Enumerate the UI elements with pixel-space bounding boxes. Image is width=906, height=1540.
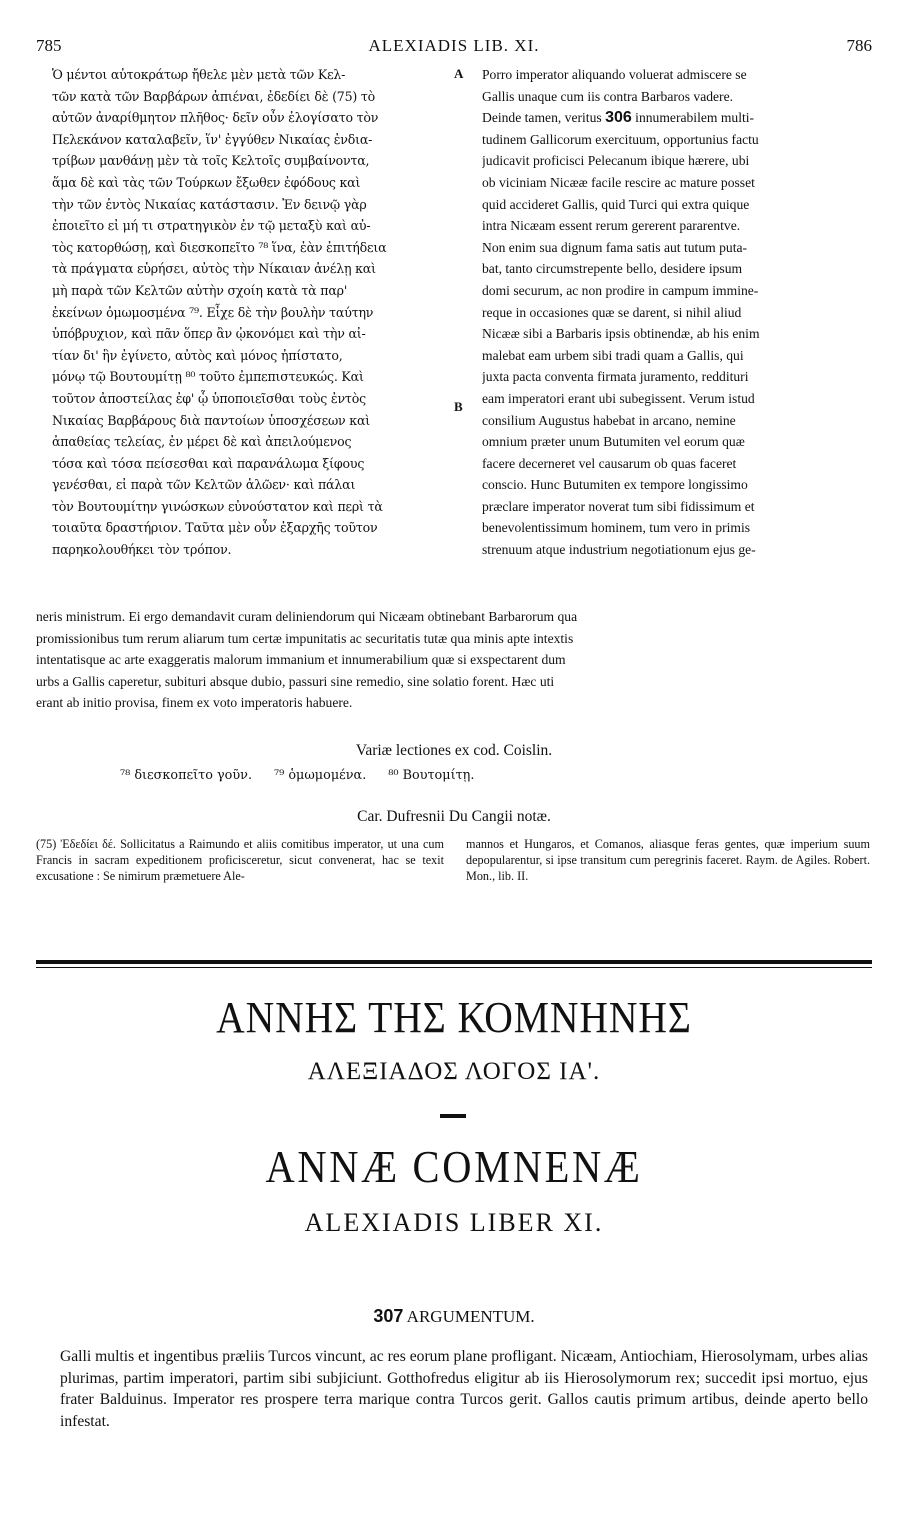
text-line: τὸν Βουτουμίτην γινώσκων εὐνούστατον καὶ περὶ τὰ: [52, 498, 383, 514]
text-line: erant ab initio provisa, finem ex voto imperatoris habuere.: [36, 695, 353, 711]
text-line: benevolentissimum hominem, tum vero in primis: [482, 520, 751, 536]
text-line: ἅμα δὲ καὶ τὰς τῶν Τούρκων ἔξωθεν ἐφόδους καὶ: [52, 174, 361, 190]
variae-lectiones-title: Variæ lectiones ex cod. Coislin.: [355, 742, 553, 759]
title-dash: [440, 1114, 466, 1118]
text-line: γενέσθαι, εἰ παρὰ τῶν Κελτῶν ἁλῶεν· καὶ πάλαι: [52, 477, 356, 493]
text-line: ἐκείνων ὀμωμοσμένα ⁷⁹. Εἶχε δὲ τὴν βουλὴν ταύτην: [52, 304, 374, 320]
text-line: quid accideret Gallis, quid Turci qui extra quique: [482, 196, 750, 212]
text-line: malebat eam urbem sibi tradi quam a Gallis, qui: [482, 347, 744, 363]
text-line: facere decerneret vel causarum ob quas faceret: [482, 455, 737, 471]
text-line: ἐποιεῖτο εἰ μή τι στρατηγικὸν ἐν τῷ μεταξὺ καὶ αὐ-: [52, 218, 371, 234]
column-marker-b: B: [454, 399, 463, 414]
text-line: bat, tanto circumstrepente bello, desidere ipsum: [482, 261, 743, 277]
text-line: τῶν κατὰ τῶν Βαρβάρων ἀπιέναι, ἐδεδίει δὲ (75) τὸ: [52, 88, 376, 104]
text-line: παρηκολουθήκει τὸν τρόπον.: [52, 542, 232, 558]
two-column-text: [36, 64, 872, 604]
footnote-left: (75) Ἐδεδίει δέ. Sollicitatus a Raimundo et aliis comitibus imperator, ut una cum Francis in sacram expeditionem proficisceretur, sicut convenerat, hac se texit excusatione : Se nimirum præmetuere Ale-: [36, 837, 444, 883]
page-number-right: 786: [846, 36, 872, 55]
latin-continuation: [36, 606, 872, 714]
text-line: tudinem Gallicorum exercituum, opportunius factu: [482, 131, 759, 147]
column-marker-a: A: [454, 66, 464, 81]
text-line: juxta pacta conventa firmata juramento, redditurі: [482, 369, 749, 385]
text-line: præclare imperator noverat tum sibi fidissimum et: [482, 498, 755, 514]
page-number-left: 785: [36, 36, 62, 55]
margin-page-number: 306: [605, 109, 632, 127]
text-line: Porro imperator aliquando voluerat admiscere se: [482, 67, 747, 82]
greek-author-title: ΑΝΝΗΣ ΤΗΣ ΚΟΜΝΗΝΗΣ: [216, 993, 692, 1042]
text-line: Νικαίας Βαρβάρους διὰ παντοίων ὑποσχέσεων καὶ: [52, 412, 370, 428]
text-line: Non enim sua dignum fama satis aut tutum puta-: [482, 239, 748, 255]
latin-column: [482, 64, 870, 561]
text-line: ὑπόβρυχιον, καὶ πᾶν ὅπερ ἂν ᾠκονόμει καὶ τὴν αἰ-: [52, 326, 366, 342]
text-line: urbs a Gallis caperetur, subituri absque dubio, passuri sine remedio, sine solatio forent. Hæc uti: [36, 673, 555, 689]
text-line: Nicææ sibi a Barbaris ipsis obtinendæ, ab his enim: [482, 326, 760, 342]
text-line: τόσα καὶ τόσα πείσεσθαι καὶ παρανάλωμα ξίφους: [52, 455, 365, 471]
text-line: judicavit proficisci Pelecanum ibique hærere, ubi: [482, 153, 750, 169]
text-line: τρίβων μανθάνῃ μὲν τὰ τοῖς Κελτοῖς συμβαίνοντα,: [52, 153, 370, 169]
text-line: τὰ πράγματα εὑρήσει, αὐτὸς τὴν Νίκαιαν ἀνέλῃ καὶ: [52, 261, 376, 277]
text-line: μόνῳ τῷ Βουτουμίτῃ ⁸⁰ τοῦτο ἐμπεπιστευκώς. Καὶ: [52, 369, 364, 385]
text-line: τὸς κατορθώσῃ, καὶ διεσκοπεῖτο ⁷⁸ ἵνα, ἐὰν ἐπιτήδεια: [52, 239, 387, 255]
latin-author-title: ANNÆ COMNENÆ: [265, 1141, 643, 1192]
greek-book-title: ΑΛΕΞΙΑΔΟΣ ΛΟΓΟΣ ΙΑ'.: [307, 1058, 601, 1085]
variant-reading: ⁷⁹ ὁμωμομένα.: [274, 768, 367, 783]
text-line: domi securum, ac non prodire in campum immine-: [482, 282, 759, 298]
running-head: [36, 36, 872, 58]
text-line: intra Nicæam essent rerum gererent pararentve.: [482, 218, 741, 234]
text-line: consilium Augustus habebat in arcano, nemine: [482, 412, 736, 428]
text-line: conscio. Hunc Butumiten ex tempore longissimo: [482, 477, 748, 493]
text-line: τοῦτον ἀποστείλας ἐφ' ᾧ ὑποποιεῖσθαι τοὺς ἐντὸς: [52, 390, 366, 406]
notes-title: Car. Dufresnii Du Cangii notæ.: [357, 808, 551, 825]
text-line: αὐτῶν ἀναρίθμητον πλῆθος· δεῖν οὖν ἐλογίσατο τὸν: [52, 110, 379, 126]
greek-column: [52, 64, 468, 561]
argument-text: Galli multis et ingentibus præliis Turcos vincunt, ac res eorum plane profligant. Nicæam, Antiochiam, Hierosolymam, urbes alias plurimas, partim imperatori, partim sibi subjiciunt. Gotthofredus eligitur ab iis Hierosolymorum rex; succedit ipsi mortuo, ejus frater Balduinus. Imperator res prospere terra marique contra Turcos gerit. Gallos cautis primum artibus, deinde aperto bello infestat.: [60, 1348, 868, 1430]
text-line: ob viciniam Nicææ facile rescire ac mature posset: [482, 174, 755, 190]
text-line: Ὁ μέντοι αὐτοκράτωρ ἤθελε μὲν μετὰ τῶν Κελ-: [52, 67, 346, 82]
text-line: ἀπαθείας τελείας, ἐν μέρει δὲ καὶ ἀπειλούμενος: [52, 434, 352, 450]
footnote-right: mannos et Hungaros, et Comanos, aliasque feras gentes, quæ imperium suum depopularentur, si ipse transitum cum peregrinis faceret. Raym. de Agiles. Robert. Mon., lib. II.: [466, 837, 870, 883]
text-line: μὴ παρὰ τῶν Κελτῶν αὐτὴν σχοίη κατὰ τὰ παρ': [52, 282, 348, 298]
section-rule-thin: [36, 967, 872, 968]
text-line: omnium præter unum Butumiten vel eorum quæ: [482, 434, 745, 450]
text-line: eam imperatori erant ubi subegissent. Verum istud: [482, 390, 755, 406]
latin-line: Deinde tamen, veritus 306 innumerabilem multi-: [482, 109, 755, 127]
margin-page-number: 307: [373, 1306, 404, 1326]
variae-lectiones: [120, 768, 496, 783]
text-line: τοιαῦτα δραστήριον. Ταῦτα μὲν οὖν ἐξαρχῆς τοῦτον: [52, 520, 378, 536]
latin-book-title: ALEXIADIS LIBER XI.: [304, 1208, 604, 1237]
running-title: ALEXIADIS LIB. XI.: [368, 36, 540, 55]
text-line: τίαν δι' ἣν ἐγίνετο, αὐτὸς καὶ μόνος ἠπίστατο,: [52, 347, 343, 363]
text-line: strenuum atque industrium negotiationum ejus ge-: [482, 542, 756, 558]
text-line: reque in occasiones quæ se darent, si nihil aliud: [482, 304, 742, 320]
variant-reading: ⁷⁸ διεσκοπεῖτο γοῦν.: [120, 768, 253, 783]
text-line: Gallis unaque cum iis contra Barbaros vadere.: [482, 88, 734, 104]
text-line: intentatisque ac arte exaggeratis malorum immanium et innumerabilium quæ si exspectarent dum: [36, 652, 566, 668]
variant-reading: ⁸⁰ Βουτομίτῃ.: [388, 768, 475, 783]
text-line: Πελεκάνον καταλαβεῖν, ἵν' ἐγγύθεν Νικαίας ἐνδια-: [52, 131, 373, 147]
text-line: promissionibus tum rerum aliarum tum certæ impunitatis ac securitatis tutæ qua minis apte intextis: [36, 630, 574, 646]
text-line: τὴν τῶν ἐντὸς Νικαίας κατάστασιν. Ἐν δεινῷ γὰρ: [52, 196, 367, 212]
section-rule: [36, 960, 872, 964]
text-line: neris ministrum. Ei ergo demandavit curam deliniendorum qui Nicæam obtinebant Barbarorum qua: [36, 609, 578, 624]
argument-heading: 307 ARGUMENTUM.: [373, 1306, 535, 1326]
